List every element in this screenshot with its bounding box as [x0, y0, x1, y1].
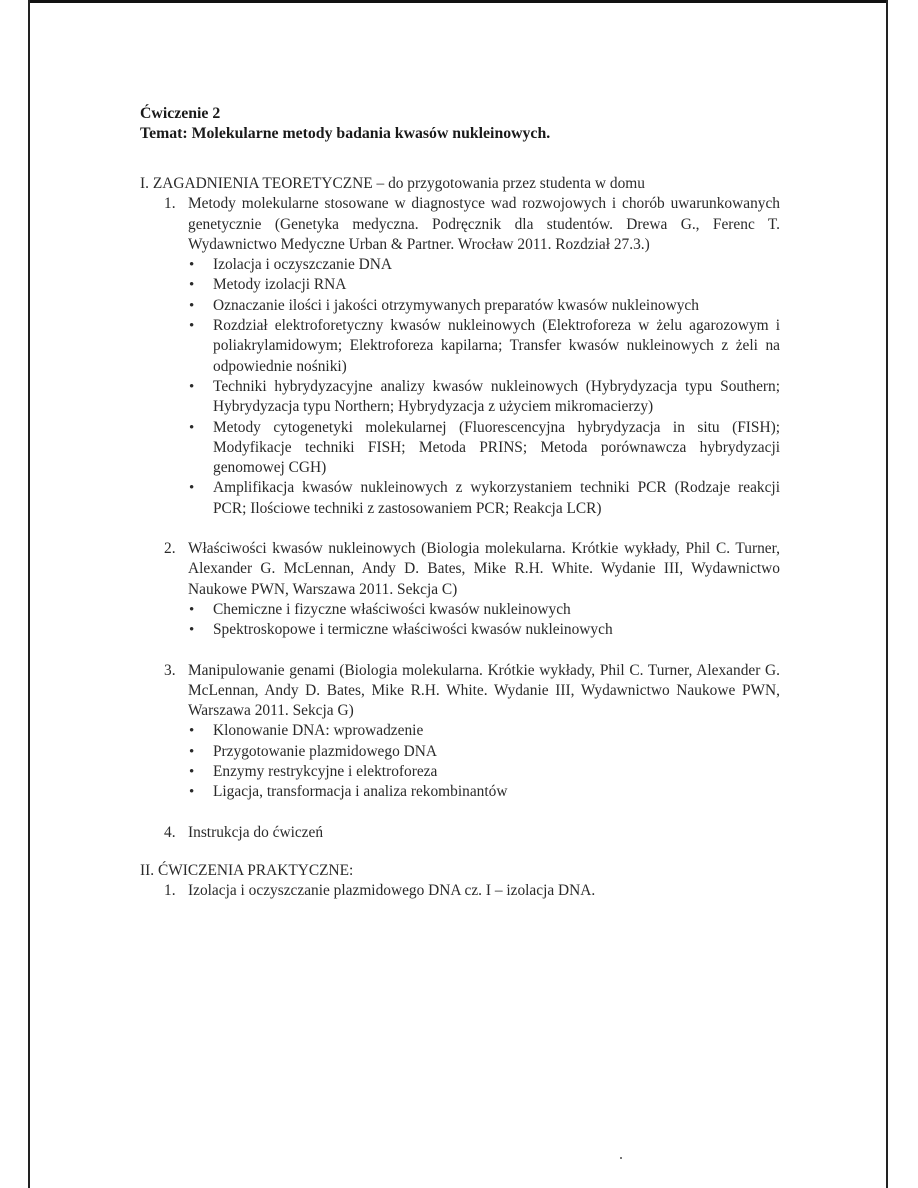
bullet-text: Spektroskopowe i termiczne właściwości kwasów nukleinowych	[213, 621, 613, 639]
bullet-dot-icon: •	[189, 723, 195, 740]
item-text: Instrukcja do ćwiczeń	[188, 823, 324, 841]
item-text: Właściwości kwasów nukleinowych (Biologia molekularna. Krótkie wykłady, Phil C. Turner, Alexander G. McLennan, Andy D. Bates, Mike R.H. White. Wydanie III, Wydawnictwo Naukowe PWN, Warszawa 2011. Sekcja C)	[188, 540, 780, 598]
theory-item	[140, 661, 780, 803]
practice-section-title: II. ĆWICZENIA PRAKTYCZNE:	[140, 861, 354, 879]
item-number: 2.	[164, 540, 176, 558]
scan-border-left	[28, 0, 30, 1188]
bullet-text: Chemiczne i fizyczne właściwości kwasów nukleinowych	[213, 600, 571, 618]
item-number: 1.	[164, 882, 176, 900]
bullet-text: Oznaczanie ilości i jakości otrzymywanych preparatów kwasów nukleinowych	[213, 296, 699, 314]
bullet-list	[188, 600, 780, 641]
theory-item	[140, 823, 780, 843]
bullet-item	[188, 418, 780, 479]
bullet-item	[188, 296, 780, 316]
bullet-item	[188, 762, 780, 782]
bullet-text: Rozdział elektroforetyczny kwasów nukleinowych (Elektroforeza w żelu agarozowym i poliakrylamidowym; Elektroforeza kapilarna; Transfer kwasów nukleinowych z żeli na odpowiednie nośniki)	[213, 317, 780, 375]
bullet-dot-icon: •	[189, 257, 195, 274]
bullet-dot-icon: •	[189, 297, 195, 314]
bullet-text: Amplifikacja kwasów nukleinowych z wykorzystaniem techniki PCR (Rodzaje reakcji PCR; Ilościowe techniki z zastosowaniem PCR; Reakcja LCR)	[213, 479, 780, 517]
bullet-text: Metody cytogenetyki molekularnej (Fluorescencyjna hybrydyzacja in situ (FISH); Modyfikacje techniki FISH; Metoda PRINS; Metoda porównawcza hybrydyzacji genomowej CGH)	[213, 418, 780, 477]
bullet-dot-icon: •	[189, 277, 195, 294]
bullet-item	[188, 377, 780, 418]
practice-list	[140, 881, 780, 901]
item-text: Izolacja i oczyszczanie plazmidowego DNA cz. I – izolacja DNA.	[188, 882, 596, 900]
scan-border-top	[28, 0, 888, 3]
theory-section-title: I. ZAGADNIENIA TEORETYCZNE – do przygotowania przez studenta w domu	[140, 175, 645, 192]
bullet-text: Izolacja i oczyszczanie DNA	[213, 256, 393, 274]
bullet-dot-icon: •	[189, 419, 195, 436]
bullet-dot-icon: •	[189, 318, 195, 335]
bullet-item	[188, 478, 780, 519]
bullet-dot-icon: •	[189, 480, 195, 497]
scan-border-right	[886, 0, 888, 1188]
item-number: 3.	[164, 661, 176, 679]
bullet-item	[188, 316, 780, 377]
practice-item	[140, 881, 780, 901]
scan-speck	[620, 1157, 622, 1159]
item-number: 4.	[164, 823, 176, 841]
bullet-item	[188, 782, 780, 802]
bullet-dot-icon: •	[189, 743, 195, 760]
bullet-text: Ligacja, transformacja i analiza rekombinantów	[213, 783, 508, 801]
topic-title: Temat: Molekularne metody badania kwasów nukleinowych.	[140, 125, 551, 142]
item-number: 1.	[164, 195, 176, 213]
bullet-item	[188, 275, 780, 295]
bullet-text: Techniki hybrydyzacyjne analizy kwasów nukleinowych (Hybrydyzacja typu Southern; Hybrydyzacja typu Northern; Hybrydyzacja z użyciem mikromacierzy)	[213, 377, 780, 416]
bullet-item	[188, 721, 780, 741]
theory-item	[140, 539, 780, 640]
bullet-list	[188, 721, 780, 802]
bullet-dot-icon: •	[189, 622, 195, 639]
theory-section	[140, 174, 780, 843]
bullet-item	[188, 742, 780, 762]
bullet-item	[188, 600, 780, 620]
bullet-dot-icon: •	[189, 378, 195, 395]
bullet-dot-icon: •	[189, 784, 195, 801]
practice-section	[140, 861, 780, 902]
bullet-dot-icon: •	[189, 764, 195, 781]
bullet-text: Enzymy restrykcyjne i elektroforeza	[213, 763, 438, 781]
document-page	[140, 104, 780, 902]
exercise-number: Ćwiczenie 2	[140, 105, 221, 122]
bullet-item	[188, 620, 780, 640]
item-text: Manipulowanie genami (Biologia molekularna. Krótkie wykłady, Phil C. Turner, Alexander G. McLennan, Andy D. Bates, Mike R.H. White. Wydanie III, Wydawnictwo Naukowe PWN, Warszawa 2011. Sekcja G)	[188, 661, 780, 720]
bullet-list	[188, 255, 780, 519]
bullet-text: Przygotowanie plazmidowego DNA	[213, 742, 437, 760]
item-text: Metody molekularne stosowane w diagnostyce wad rozwojowych i chorób uwarunkowanych genetycznie (Genetyka medyczna. Podręcznik dla studentów. Drewa G., Ferenc T. Wydawnictwo Medyczne Urban & Partner. Wrocław 2011. Rozdział 27.3.)	[188, 195, 780, 253]
bullet-item	[188, 255, 780, 275]
theory-list	[140, 194, 780, 843]
bullet-dot-icon: •	[189, 601, 195, 618]
bullet-text: Klonowanie DNA: wprowadzenie	[213, 722, 424, 740]
bullet-text: Metody izolacji RNA	[213, 276, 347, 294]
theory-item	[140, 194, 780, 519]
